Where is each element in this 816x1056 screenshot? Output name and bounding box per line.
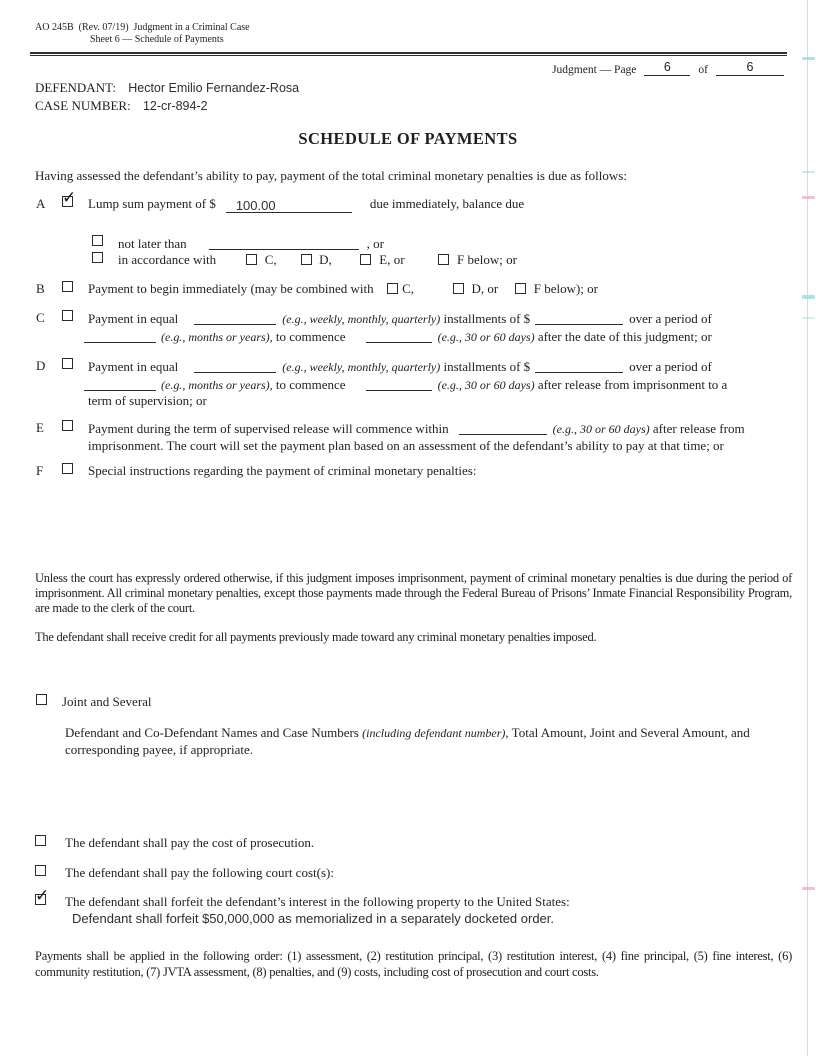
checkbox-joint-several[interactable] (36, 694, 47, 705)
checkbox-item-d[interactable] (62, 358, 73, 369)
item-d-line2 (84, 376, 727, 393)
court-costs-text: The defendant shall pay the following court cost(s): (65, 865, 334, 880)
d-p5: after release from imprisonment to a (537, 377, 728, 392)
d-frequency-field[interactable] (194, 358, 276, 373)
item-a-sub-accordance (0, 252, 816, 269)
item-f-row (0, 463, 816, 480)
opt-d-label: D, (319, 252, 332, 267)
judgment-page-label: Judgment — Page (552, 64, 637, 76)
scan-artifact-pink (802, 887, 815, 890)
lump-sum-amount-field[interactable]: 100.00 (226, 198, 352, 213)
item-d-row3 (0, 393, 816, 410)
opt-c-label: C, (264, 252, 277, 267)
page-current-field[interactable]: 6 (644, 60, 690, 76)
para-unless: Unless the court has expressly ordered otherwise, if this judgment imposes imprisonment, payment of criminal monetary penalties is due during the period of imprisonment. All criminal monetary penalties, except those payments made through the Federal Bureau of Prisons’ Inmate Financial Responsibility Program, are made to the clerk of the court. (35, 571, 792, 615)
item-c-letter: C (36, 310, 45, 325)
checkbox-opt-c[interactable] (246, 254, 257, 265)
item-d-row2 (0, 376, 816, 393)
c-installment-field[interactable] (535, 310, 623, 325)
scan-artifact-cyan (802, 171, 815, 173)
scan-edge-line (807, 0, 808, 1056)
checkbox-court-costs[interactable] (35, 865, 46, 876)
item-c-row1 (0, 310, 816, 327)
c-p4: to commence (275, 329, 346, 344)
d-p1: Payment in equal (88, 359, 179, 374)
b-opt-d-label: D, or (471, 281, 499, 296)
item-c-line2 (84, 328, 712, 345)
d-p4: to commence (275, 377, 346, 392)
checkbox-b-opt-c[interactable] (387, 283, 398, 294)
d-commence-field[interactable] (366, 376, 432, 391)
item-a-row (0, 196, 816, 213)
checkbox-prosecution[interactable] (35, 835, 46, 846)
checkbox-opt-f[interactable] (438, 254, 449, 265)
checkbox-accordance[interactable] (92, 252, 103, 263)
c-p3: over a period of (629, 311, 712, 326)
defendant-label: DEFENDANT: (35, 80, 116, 95)
joint-several-row (0, 694, 816, 711)
item-e-letter: E (36, 420, 44, 435)
checkbox-not-later[interactable] (92, 235, 103, 246)
defendant-row (35, 80, 299, 96)
page-title: SCHEDULE OF PAYMENTS (298, 129, 518, 148)
d-hint1: (e.g., weekly, monthly, quarterly) (282, 360, 441, 374)
form-number: AO 245B (35, 22, 74, 33)
opt-e-label: E, or (379, 252, 405, 267)
form-title: Judgment in a Criminal Case (133, 22, 250, 33)
forfeit-filled-text[interactable]: Defendant shall forfeit $50,000,000 as memorialized in a separately docketed order. (72, 911, 555, 926)
d-installment-field[interactable] (535, 358, 623, 373)
c-p1: Payment in equal (88, 311, 179, 326)
c-frequency-field[interactable] (194, 310, 276, 325)
item-a-text (88, 196, 524, 213)
page-total-field[interactable]: 6 (716, 60, 784, 76)
judgment-page-row (552, 60, 784, 76)
joint-desc-italic: (including defendant number) (362, 726, 506, 740)
court-costs-row (0, 865, 816, 882)
joint-several-desc (65, 725, 765, 757)
item-d-line1 (88, 358, 712, 375)
item-e-row2 (0, 438, 816, 455)
d-period-field[interactable] (84, 376, 156, 391)
c-period-field[interactable] (84, 328, 156, 343)
item-e-line1 (88, 420, 745, 437)
item-b-letter: B (36, 281, 45, 296)
item-d-row1 (0, 358, 816, 375)
header-divider (30, 52, 787, 56)
forfeit-text: The defendant shall forfeit the defendant’s interest in the following property to the United States: (65, 894, 570, 909)
checkbox-item-c[interactable] (62, 310, 73, 321)
e-p1: Payment during the term of supervised release will commence within (88, 421, 449, 436)
item-a-letter: A (36, 196, 46, 211)
d-hint2: (e.g., months or years), (161, 378, 273, 392)
accordance-label: in accordance with (118, 252, 217, 267)
checkbox-item-e[interactable] (62, 420, 73, 431)
lump-sum-label: Lump sum payment of $ (88, 196, 216, 211)
checkbox-b-opt-d[interactable] (453, 283, 464, 294)
joint-desc-post: , Total Amount, Joint and Several Amount, and corresponding payee, if appropriate. (65, 725, 750, 757)
scan-artifact-cyan (802, 57, 815, 60)
d-p3: over a period of (629, 359, 712, 374)
e-p3: imprisonment. The court will set the payment plan based on an assessment of the defendant’s ability to pay at that time; or (88, 438, 724, 453)
checkbox-opt-e[interactable] (360, 254, 371, 265)
d-hint3: (e.g., 30 or 60 days) (437, 378, 535, 392)
e-hint1: (e.g., 30 or 60 days) (552, 422, 650, 436)
d-p2: installments of $ (443, 359, 531, 374)
c-p5: after the date of this judgment; or (537, 329, 712, 344)
intro-text: Having assessed the defendant’s ability to pay, payment of the total criminal monetary penalties is due as follows: (35, 168, 627, 183)
item-d-letter: D (36, 358, 46, 373)
joint-several-label: Joint and Several (62, 694, 152, 709)
para-credit: The defendant shall receive credit for all payments previously made toward any criminal monetary penalties imposed. (35, 630, 597, 644)
form-revision: (Rev. 07/19) (78, 22, 129, 33)
case-number-row (35, 98, 208, 114)
item-c-line1 (88, 310, 712, 327)
checkbox-forfeit[interactable] (35, 894, 46, 905)
c-hint3: (e.g., 30 or 60 days) (437, 330, 535, 344)
checkbox-item-f[interactable] (62, 463, 73, 474)
b-opt-f-label: F below); or (533, 281, 598, 296)
joint-desc-pre: Defendant and Co-Defendant Names and Case Numbers (65, 725, 363, 740)
not-later-label: not later than (118, 236, 187, 251)
c-commence-field[interactable] (366, 328, 432, 343)
scan-artifact-cyan (802, 317, 815, 319)
scan-artifact-cyan (802, 295, 815, 299)
case-number-label: CASE NUMBER: (35, 98, 131, 113)
defendant-name[interactable]: Hector Emilio Fernandez-Rosa (128, 81, 300, 95)
checkbox-b-opt-f[interactable] (515, 283, 526, 294)
case-number-value[interactable]: 12-cr-894-2 (142, 99, 208, 113)
checkbox-item-a[interactable] (62, 196, 73, 207)
form-sheet-line: Sheet 6 — Schedule of Payments (90, 34, 224, 45)
prosecution-row (0, 835, 816, 852)
c-p2: installments of $ (443, 311, 531, 326)
item-b-label: Payment to begin immediately (may be combined with (88, 281, 374, 296)
forfeit-row (0, 894, 816, 911)
item-e-row1 (0, 420, 816, 437)
c-hint1: (e.g., weekly, monthly, quarterly) (282, 312, 441, 326)
checkbox-opt-d[interactable] (301, 254, 312, 265)
e-commence-field[interactable] (459, 420, 547, 435)
item-b-row (0, 281, 816, 298)
c-hint2: (e.g., months or years), (161, 330, 273, 344)
not-later-text (118, 235, 384, 252)
checkbox-item-b[interactable] (62, 281, 73, 292)
b-opt-c-label: C, (402, 281, 414, 296)
lump-sum-post-label: due immediately, balance due (369, 196, 525, 211)
prosecution-text: The defendant shall pay the cost of prosecution. (65, 835, 315, 850)
not-later-suffix: , or (366, 236, 384, 251)
not-later-date-field[interactable] (209, 235, 359, 250)
item-b-text (88, 281, 598, 297)
form-header-line1 (35, 22, 250, 33)
e-p2: after release from (652, 421, 745, 436)
d-p6: term of supervision; or (88, 393, 207, 408)
opt-f-label: F below; or (457, 252, 517, 267)
item-f-text: Special instructions regarding the payment of criminal monetary penalties: (88, 463, 477, 478)
item-a-sub-not-later (0, 235, 816, 252)
of-label: of (698, 64, 708, 76)
accordance-text (118, 252, 517, 268)
footer-para: Payments shall be applied in the following order: (1) assessment, (2) restitution principal, (3) restitution interest, (4) fine principal, (5) fine interest, (6) community restitution, (7) JVTA assessment, (8) penalties, and (9) costs, including cost of prosecution and court costs. (35, 949, 792, 979)
item-c-row2 (0, 328, 816, 345)
item-f-letter: F (36, 463, 44, 478)
scan-artifact-pink (802, 196, 815, 199)
